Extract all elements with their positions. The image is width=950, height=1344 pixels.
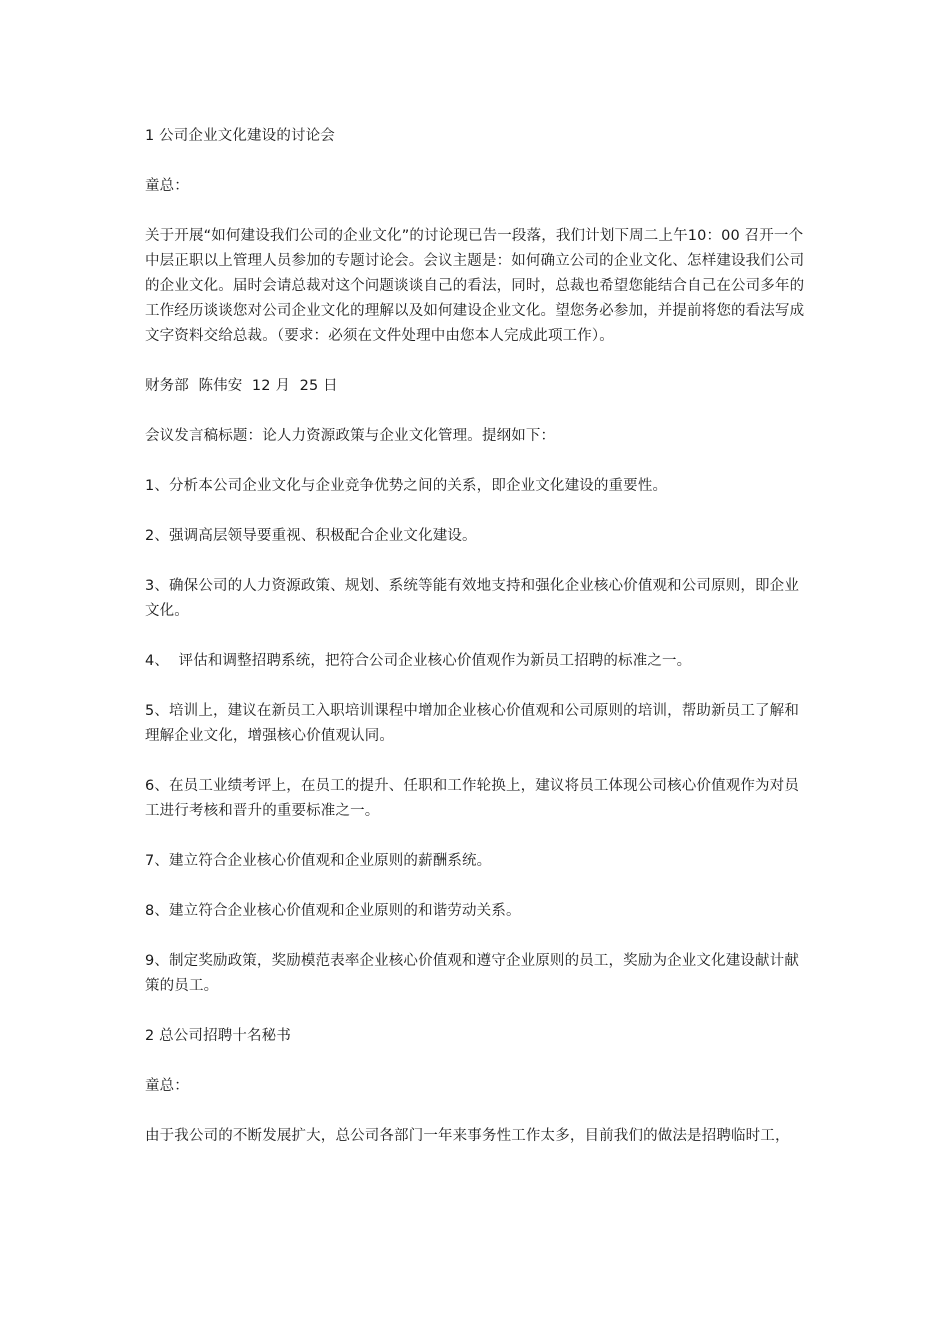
outline-item-3: 3、确保公司的人力资源政策、规划、系统等能有效地支持和强化企业核心价值观和公司原则，即企业文化。 [145, 578, 799, 619]
outline-item-9: 9、制定奖励政策，奖励模范表率企业核心价值观和遵守企业原则的员工，奖励为企业文化建设献计献策的员工。 [145, 953, 799, 994]
outline-item-4: 4、 评估和调整招聘系统，把符合公司企业核心价值观作为新员工招聘的标准之一。 [145, 653, 692, 669]
outline-intro: 会议发言稿标题：论人力资源政策与企业文化管理。提纲如下： [145, 428, 556, 444]
section2-body: 由于我公司的不断发展扩大，总公司各部门一年来事务性工作太多，目前我们的做法是招聘临时工， [145, 1128, 790, 1144]
section1-title: 1 公司企业文化建设的讨论会 [145, 128, 335, 144]
outline-item-7: 7、建立符合企业核心价值观和企业原则的薪酬系统。 [145, 853, 492, 869]
section1-body: 关于开展“如何建设我们公司的企业文化”的讨论现已告一段落，我们计划下周二上午10：00 召开一个中层正职以上管理人员参加的专题讨论会。会议主题是：如何确立公司的企业文化、怎样建设我们公司的企业文化。届时会请总裁对这个问题谈谈自己的看法，同时，总裁也希望您能结合自己在公司多年的工作经历谈谈您对公司企业文化的理解以及如何建设企业文化。望您务必参加，并提前将您的看法写成文字资料交给总裁。（要求：必须在文件处理中由您本人完成此项工作）。 [145, 228, 805, 344]
outline-item-1: 1、分析本公司企业文化与企业竞争优势之间的关系，即企业文化建设的重要性。 [145, 478, 668, 494]
section1-salutation: 童总： [145, 178, 189, 194]
outline-item-2: 2、强调高层领导要重视、积极配合企业文化建设。 [145, 528, 477, 544]
outline-item-6: 6、在员工业绩考评上，在员工的提升、任职和工作轮换上，建议将员工体现公司核心价值观作为对员工进行考核和晋升的重要标准之一。 [145, 778, 799, 819]
section2-salutation: 童总： [145, 1078, 189, 1094]
outline-item-8: 8、建立符合企业核心价值观和企业原则的和谐劳动关系。 [145, 903, 521, 919]
document-page [145, 124, 807, 1174]
outline-item-5: 5、培训上，建议在新员工入职培训课程中增加企业核心价值观和公司原则的培训，帮助新员工了解和理解企业文化，增强核心价值观认同。 [145, 703, 799, 744]
section2-title: 2 总公司招聘十名秘书 [145, 1028, 291, 1044]
section1-signature: 财务部 陈伟安 12 月 25 日 [145, 378, 338, 394]
